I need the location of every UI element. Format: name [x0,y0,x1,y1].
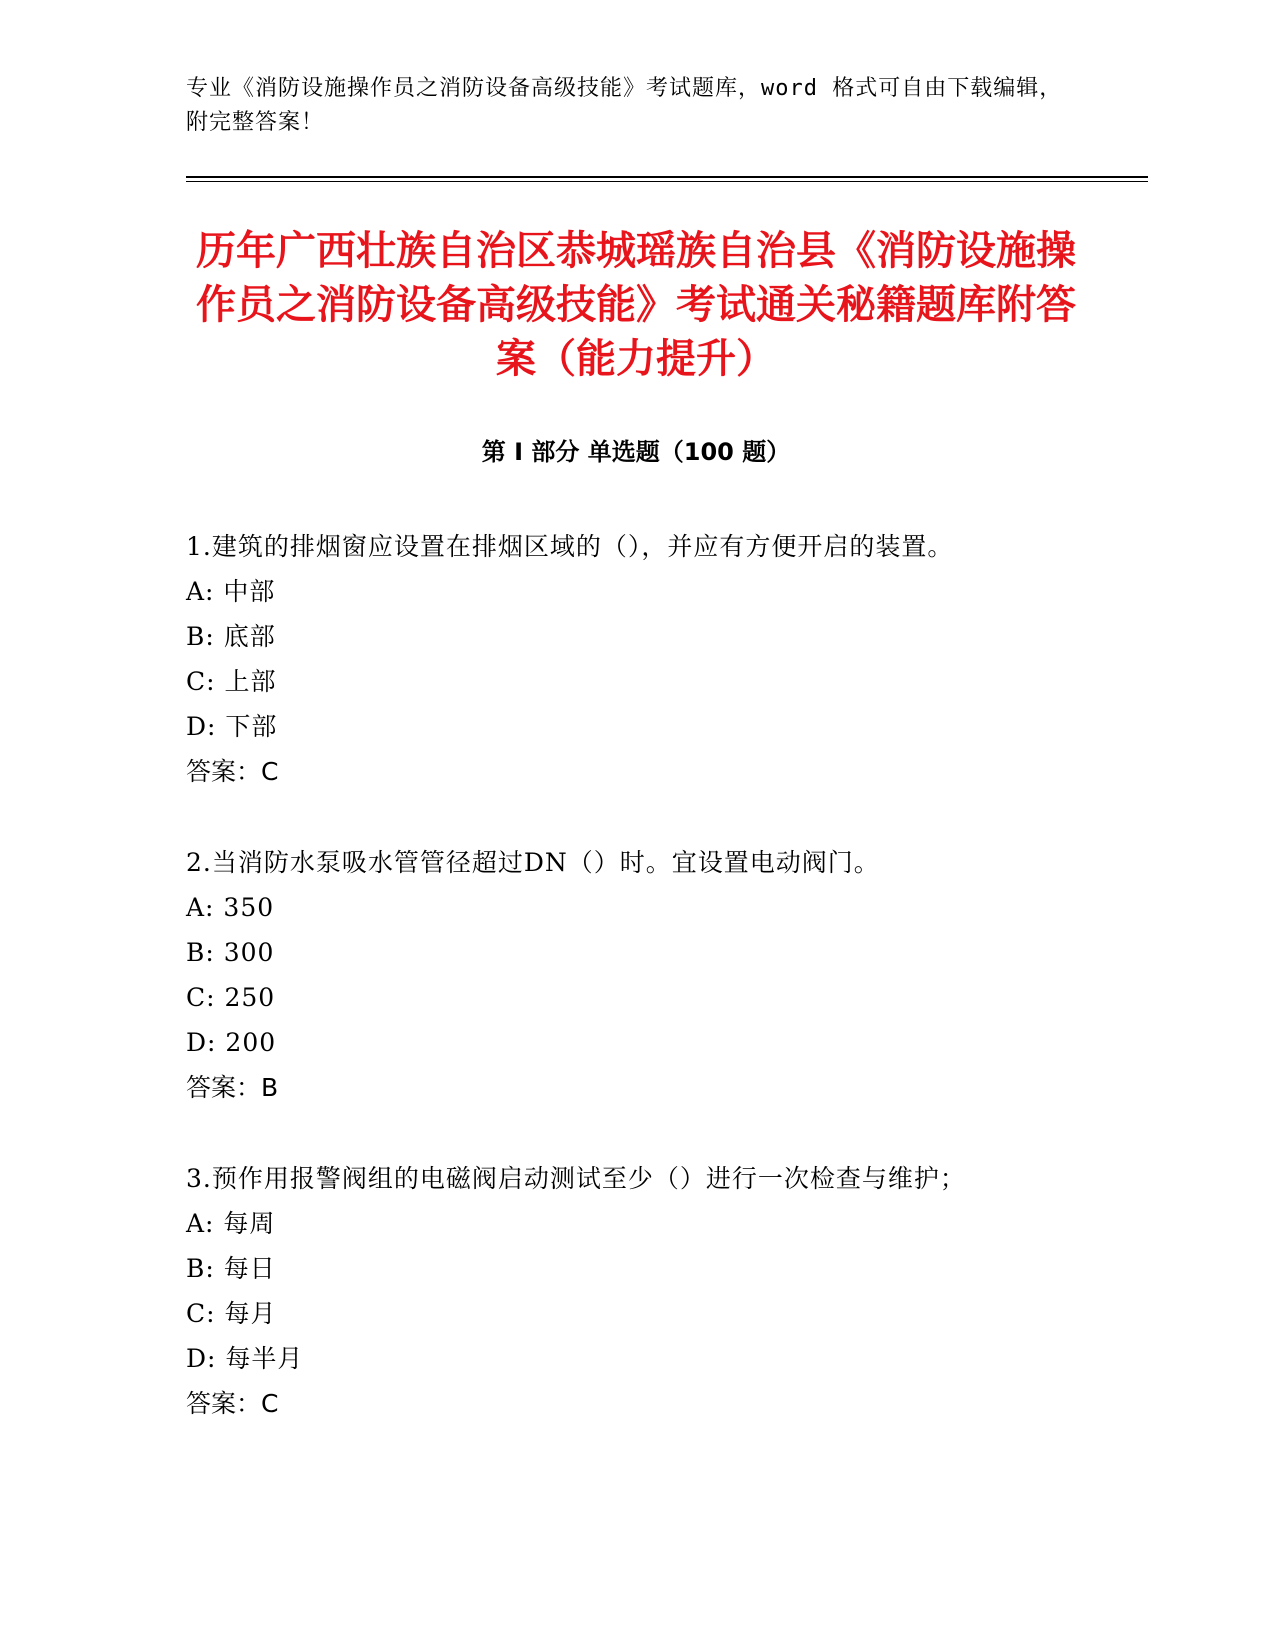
header-divider-thick [186,176,1148,178]
option-d: D: 200 [186,1028,277,1057]
section-title: 第 I 部分 单选题（100 题） [481,438,791,466]
option-c: C: 250 [186,983,276,1012]
question-stem: 2.当消防水泵吸水管管径超过DN（）时。宜设置电动阀门。 [186,848,880,877]
option-b: B: 底部 [186,622,276,651]
header-note: 专业《消防设施操作员之消防设备高级技能》考试题库，word 格式可自由下载编辑，附完整答案！ [186,76,1063,135]
option-b: B: 300 [186,938,275,967]
option-a: A: 350 [186,893,275,922]
question-stem: 3.预作用报警阀组的电磁阀启动测试至少（）进行一次检查与维护； [186,1164,966,1193]
answer: 答案：B [186,1073,279,1102]
option-d: D: 下部 [186,712,278,741]
option-a: A: 中部 [186,577,276,606]
option-c: C: 上部 [186,667,277,696]
question-item [186,1156,1086,1426]
question-item [186,524,1086,794]
option-a: A: 每周 [186,1209,276,1238]
header-divider-thin [186,181,1148,182]
document-title: 历年广西壮族自治区恭城瑶族自治县《消防设施操作员之消防设备高级技能》考试通关秘籍题库附答案（能力提升） [196,228,1076,382]
question-stem: 1.建筑的排烟窗应设置在排烟区域的（），并应有方便开启的装置。 [186,532,954,561]
question-list [186,524,1086,1472]
option-b: B: 每日 [186,1254,276,1283]
option-c: C: 每月 [186,1299,277,1328]
answer: 答案：C [186,757,279,786]
question-item [186,840,1086,1110]
answer: 答案：C [186,1389,279,1418]
option-d: D: 每半月 [186,1344,304,1373]
